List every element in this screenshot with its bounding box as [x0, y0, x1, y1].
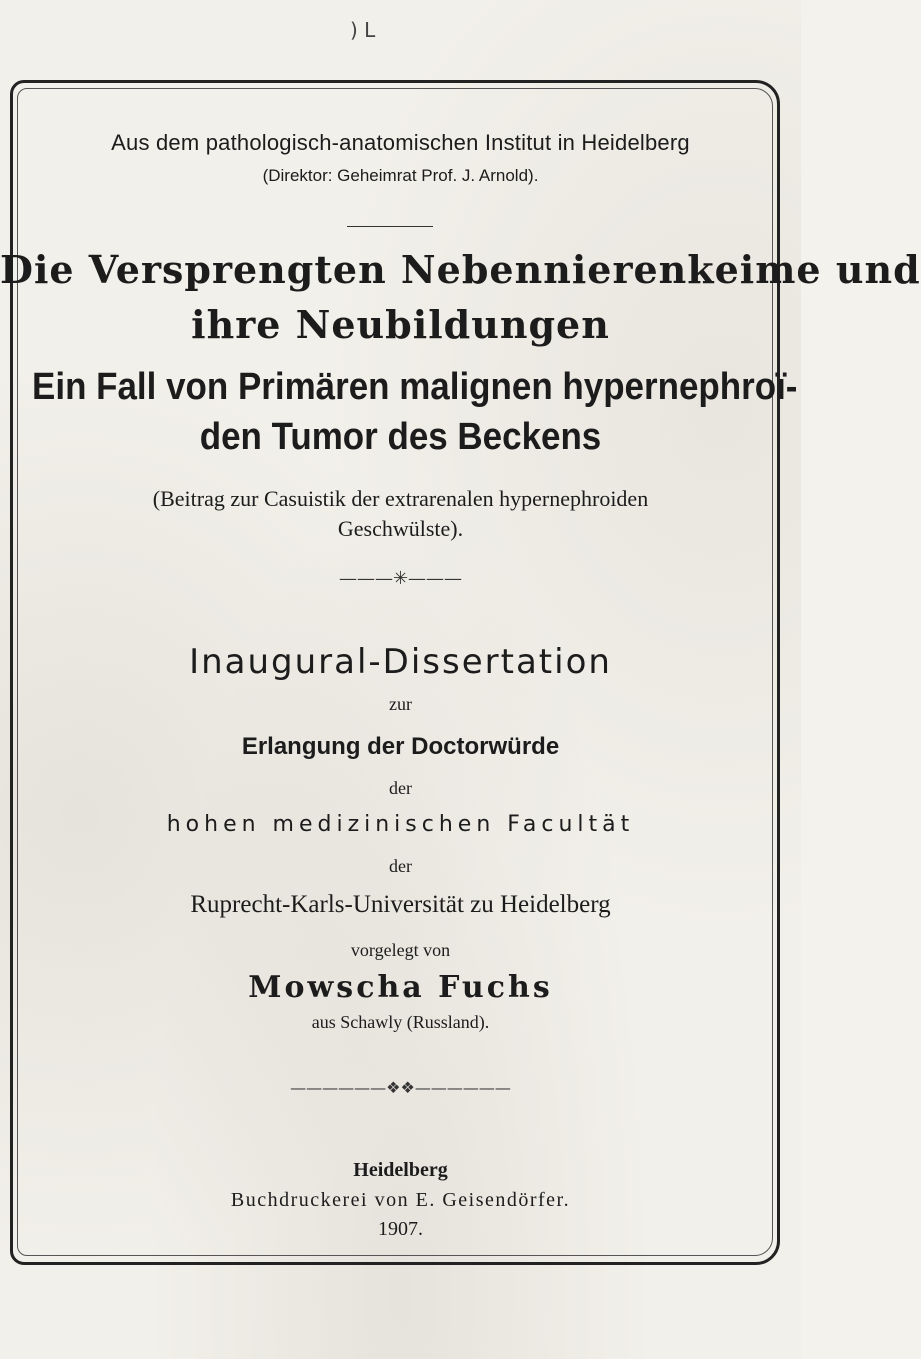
der-text-2: der	[389, 856, 412, 876]
presented-by-text: vorgelegt von	[350, 940, 451, 960]
erlangung-line: Erlangung der Doctorwürde	[241, 733, 560, 760]
author-name: Mowscha Fuchs	[248, 970, 553, 1005]
ornament-divider-1: ———✳———	[338, 568, 463, 589]
contribution-line-2: Geschwülste).	[337, 516, 464, 541]
dissertation-title: Inaugural-Dissertation	[189, 642, 612, 682]
institute-line: Aus dem pathologisch-anatomischen Institut in Heidelberg	[111, 130, 690, 155]
faculty-line: hohen medizinischen Facultät	[166, 812, 635, 837]
subtitle-line-2: den Tumor des Beckens	[199, 416, 602, 458]
main-title-line-1: Die Versprengten Nebennierenkeime und	[0, 247, 921, 292]
university-line: Ruprecht-Karls-Universität zu Heidelberg	[190, 891, 611, 918]
handwritten-mark: ) L	[350, 18, 376, 42]
imprint-year: 1907.	[378, 1218, 423, 1240]
author-origin: aus Schawly (Russland).	[311, 1012, 490, 1032]
ornament-divider-2: ——————❖❖——————	[290, 1078, 511, 1097]
zur-text: zur	[389, 694, 412, 714]
director-line: (Direktor: Geheimrat Prof. J. Arnold).	[262, 166, 539, 185]
contribution-line-1: (Beitrag zur Casuistik der extrarenalen hypernephroiden	[152, 486, 649, 511]
subtitle-line-1: Ein Fall von Primären malignen hypernephroï-	[32, 366, 798, 408]
divider-rule	[347, 226, 433, 227]
der-text-1: der	[389, 778, 412, 798]
imprint-city: Heidelberg	[353, 1159, 448, 1181]
main-title-line-2: ihre Neubildungen	[191, 302, 610, 347]
imprint-printer: Buchdruckerei von E. Geisendörfer.	[230, 1189, 571, 1211]
